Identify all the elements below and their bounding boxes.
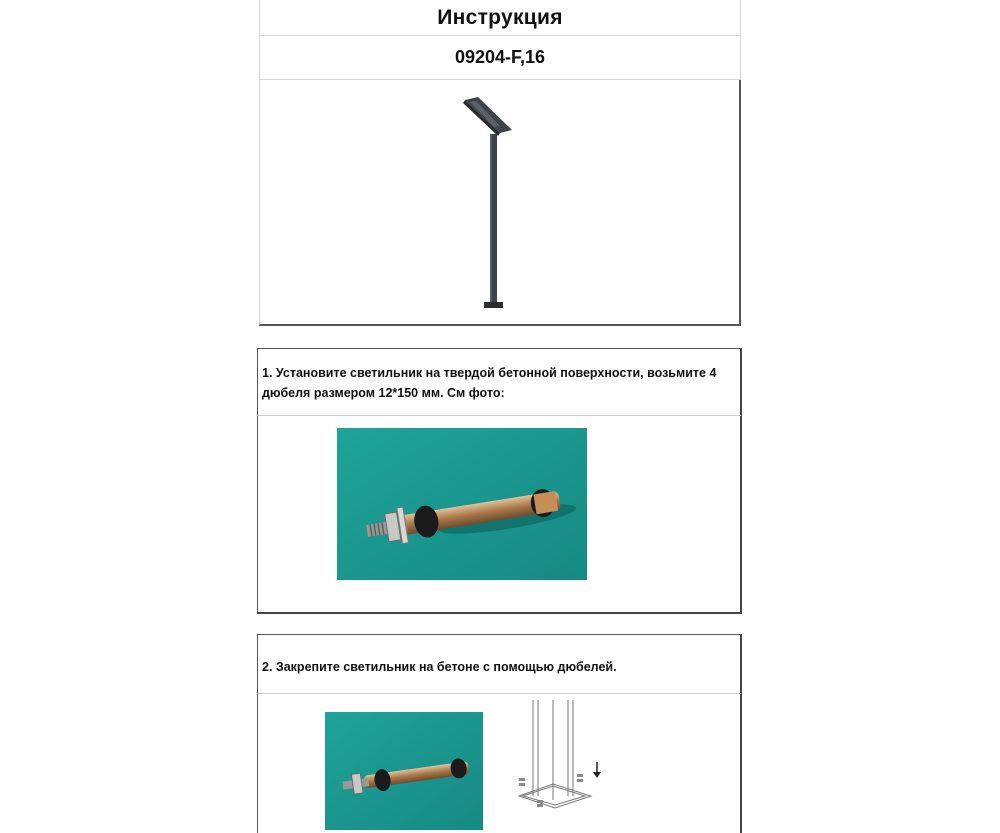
step-2-image-cell [257,694,742,833]
title-cell [259,0,741,36]
step-1-cell [257,348,742,416]
model-number: 09204-F,16 [454,47,546,67]
product-photo-cell [259,80,741,326]
step-1-text: 1. Установите светильник на твердой бетонной поверхности, возьмите 4 дюбеля размером 12*150 мм. См фото: [262,366,717,400]
step-2-text: 2. Закрепите светильник на бетоне с помощью дюбелей. [262,660,617,674]
step-1-image-cell [257,416,742,614]
street-lamp-icon [260,80,740,324]
anchor-bolt-photo-icon [337,428,587,580]
step-2-cell [257,634,742,694]
model-cell [259,36,741,80]
anchor-bolt-photo-icon [325,712,483,830]
page-title: Инструкция [437,5,563,29]
post-mounting-diagram-icon [513,700,613,812]
